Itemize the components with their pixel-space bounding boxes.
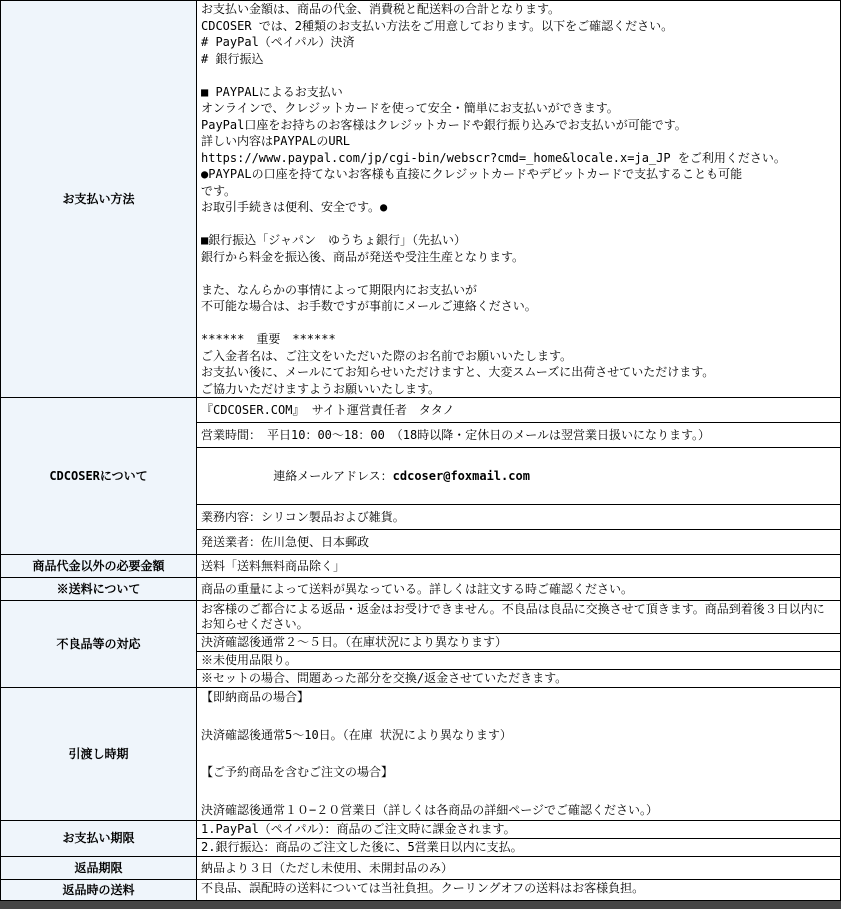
row-deadline: [1, 820, 841, 856]
payment-text-line: [197, 265, 840, 282]
row-return-shipping: [1, 879, 841, 900]
payment-text-line: # PayPal（ペイパル）決済: [201, 35, 355, 49]
row-defective: [1, 601, 841, 688]
row-about: [1, 398, 841, 555]
delivery-text-line: [197, 782, 840, 801]
deadline-row-label: お支払い期限: [1, 820, 197, 856]
shipping-note-row-content: [197, 578, 841, 601]
contact-email-label: 連絡メールアドレス：: [273, 469, 393, 483]
row-extra-fees: [1, 555, 841, 578]
payment-text-line: です。: [201, 183, 237, 198]
row-shipping-note: [1, 578, 841, 601]
delivery-text-line: 決済確認後通常5〜10日。（在庫 状況により異なります）: [201, 727, 512, 742]
delivery-row-content: [197, 688, 841, 821]
payment-row-content: [197, 1, 841, 398]
payment-text-line: 詳しい内容はPAYPALのURL: [201, 134, 351, 148]
defective-text-row: ※セットの場合、問題あった部分を交換/返金させていただきます。: [201, 671, 568, 685]
about-row-label: CDCOSERについて: [1, 398, 197, 555]
payment-text-line: お支払い後に、メールにてお知らせいただけますと、大変スムーズに出荷させていただけます。: [201, 365, 715, 379]
delivery-text-line: [197, 707, 840, 726]
payment-text-line: CDCOSER では、2種類のお支払い方法をご用意しております。以下をご確認ください。: [201, 18, 674, 33]
payment-lines: [197, 1, 840, 397]
payment-text-line: PayPal口座をお持ちのお客様はクレジットカードや銀行振り込みでお支払いが可能です。: [201, 117, 687, 132]
shipping-note-row-label: ※送料について: [1, 578, 197, 601]
bottom-bar: [0, 901, 841, 909]
about-shippers-row: 発送業者：佐川急便、日本郵政: [201, 535, 370, 549]
row-payment: [1, 1, 841, 398]
deadline-rows: [197, 821, 840, 856]
payment-text-line: # 銀行振込: [201, 51, 264, 66]
delivery-lines: [197, 688, 840, 820]
payment-text-line: ご入金者名は、ご注文をいただいた際のお名前でお願いいたします。: [201, 348, 573, 363]
return-period-row-label: 返品期限: [1, 856, 197, 879]
delivery-text-line: 決済確認後通常１０−２０営業日（詳しくは各商品の詳細ページでご確認ください。）: [201, 802, 658, 817]
extra-fees-row-label: 商品代金以外の必要金額: [1, 555, 197, 578]
about-hours-row: 営業時間： 平日10：00〜18：00 （18時以降・定休日のメールは翌営業日扱いになります。）: [197, 423, 840, 448]
about-business-row: 業務内容：シリコン製品および雑貨。: [197, 505, 840, 530]
deadline-row-content: [197, 820, 841, 856]
payment-text-line: [197, 216, 840, 233]
extra-fees-row-content: [197, 555, 841, 578]
defective-text-row: ※未使用品限り。: [197, 652, 840, 670]
contact-email-value: cdcoser@foxmail.com: [392, 469, 530, 483]
return-period-text: 納品より３日（ただし未使用、未開封品のみ）: [201, 860, 454, 875]
delivery-row-label: 引渡し時期: [1, 688, 197, 821]
payment-row-label: お支払い方法: [1, 1, 197, 398]
payment-text-line: [197, 67, 840, 84]
return-shipping-row-content: [197, 879, 841, 900]
deadline-text-row: 2.銀行振込：商品のご注文した後に、5営業日以内に支払。: [201, 839, 523, 854]
payment-text-line: また、なんらかの事情によって期限内にお支払いが: [201, 282, 478, 297]
payment-text-line: お支払い金額は、商品の代金、消費税と配送料の合計となります。: [201, 2, 561, 16]
payment-text-line: 不可能な場合は、お手数ですが事前にメールご連絡ください。: [201, 299, 537, 313]
payment-text-line: ■ PAYPALによるお支払い: [201, 84, 343, 99]
defective-row-content: [197, 601, 841, 688]
payment-text-line: オンラインで、クレジットカードを使って安全・簡単にお支払いができます。: [201, 101, 619, 115]
about-contact-row: [197, 448, 840, 505]
shipping-note-text: 商品の重量によって送料が異なっている。詳しくは註文する時ご確認ください。: [201, 582, 634, 596]
row-delivery: [1, 688, 841, 821]
payment-text-line: お取引手続きは便利、安全です。●: [201, 200, 388, 214]
delivery-text-line: 【ご予約商品を含むご注文の場合】: [201, 765, 394, 780]
extra-fees-text: 送料「送料無料商品除く」: [201, 559, 346, 573]
payment-text-line: ■銀行振込「ジャパン ゆうちょ銀行」（先払い）: [201, 233, 466, 247]
delivery-text-line: [197, 744, 840, 763]
return-shipping-row-label: 返品時の送料: [1, 879, 197, 900]
payment-text-line: ご協力いただけますようお願いいたします。: [201, 381, 441, 396]
delivery-text-line: 【即納商品の場合】: [201, 690, 310, 704]
about-operator-row: 『CDCOSER.COM』 サイト運営責任者 タタノ: [197, 398, 840, 423]
payment-text-line: ●PAYPALの口座を持てないお客様も直接にクレジットカードやデビットカードで支払することも可能: [201, 167, 743, 181]
defective-text-row: 決済確認後通常２〜５日。（在庫状況により異なります）: [197, 634, 840, 652]
defective-row-label: 不良品等の対応: [1, 601, 197, 688]
return-shipping-text: 不良品、誤配時の送料については当社負担。クーリングオフの送料はお客様負担。: [201, 880, 645, 895]
deadline-text-row: 1.PayPal（ペイパル）：商品のご注文時に課金されます。: [197, 821, 840, 839]
about-row-content: [197, 398, 841, 555]
payment-text-line: [197, 315, 840, 332]
payment-text-line: https://www.paypal.com/jp/cgi-bin/webscr?cmd=_home&locale.x=ja_JP をご利用ください。: [201, 150, 786, 165]
payment-text-line: ****** 重要 ******: [201, 332, 336, 346]
payment-text-line: 銀行から料金を振込後、商品が発送や受注生産となります。: [201, 249, 525, 264]
defective-rows: [197, 601, 840, 687]
defective-text-row: お客様のご都合による返品・返金はお受けできません。不良品は良品に交換させて頂きます。商品到着後３日以内にお知らせください。: [197, 601, 840, 634]
